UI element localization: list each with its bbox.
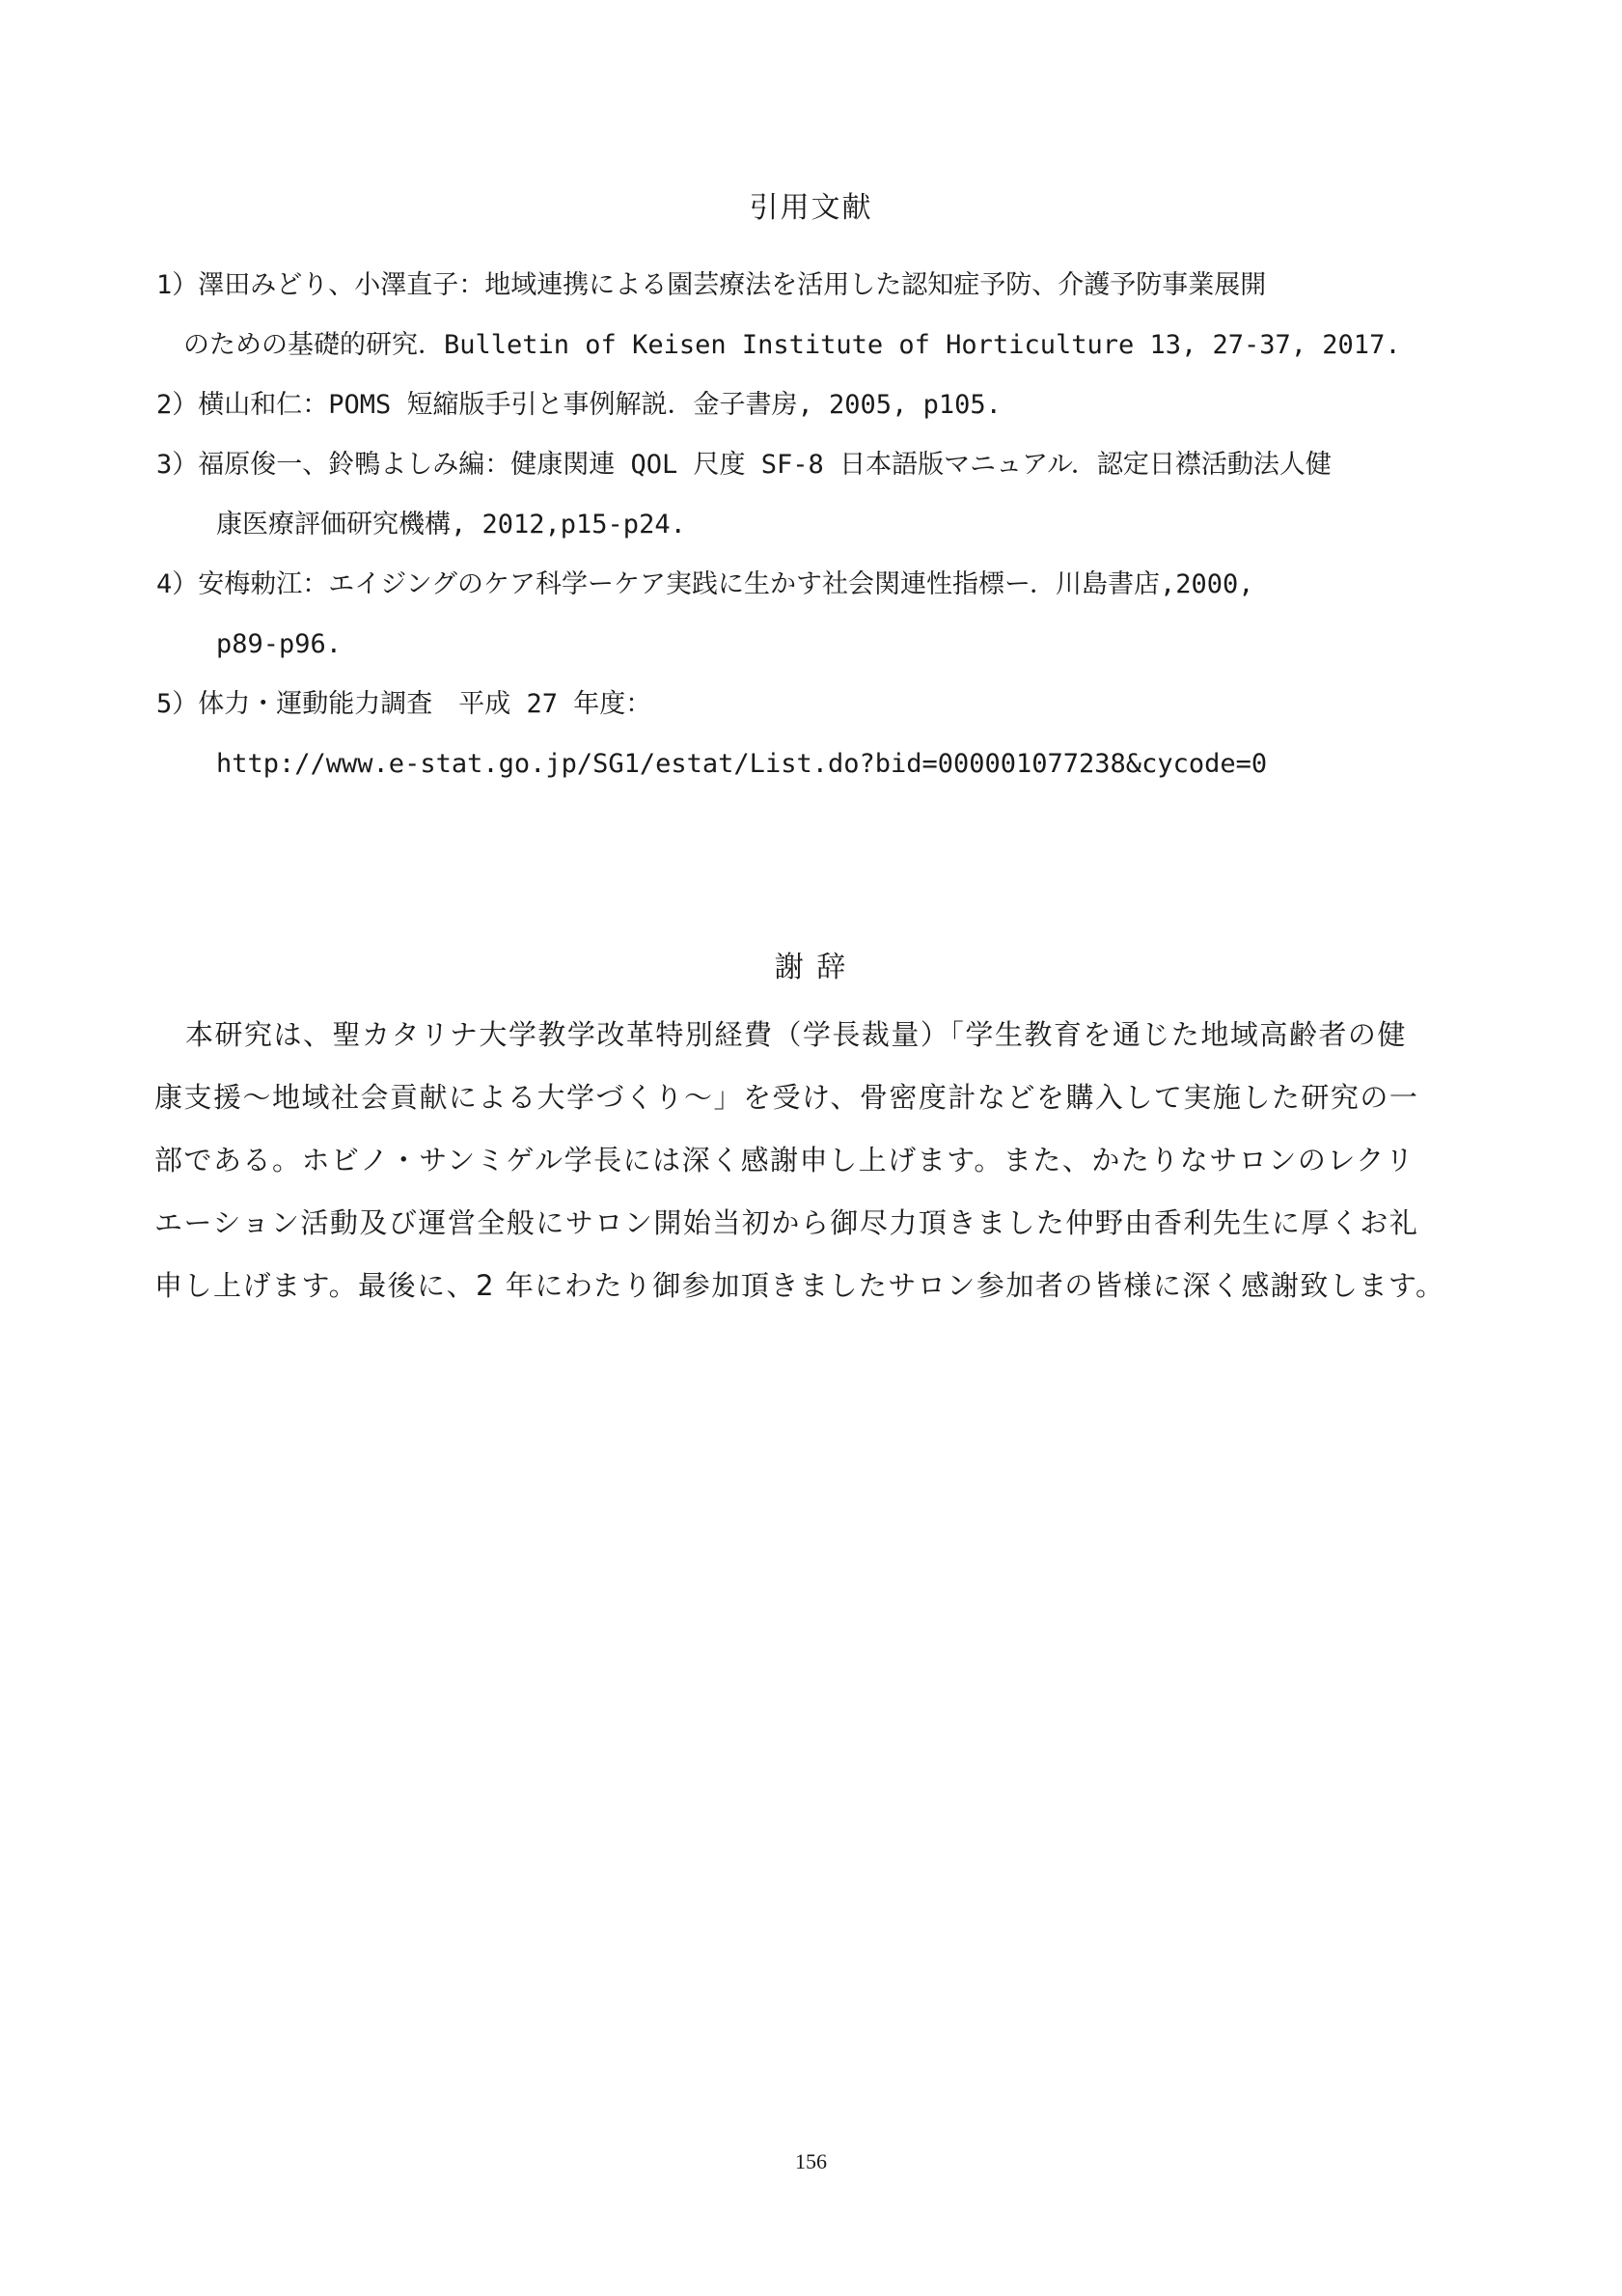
acknowledgment-line-1: 本研究は、聖カタリナ大学教学改革特別経費（学長裁量）「学生教育を通じた地域高齢者の健 — [185, 1018, 1407, 1051]
reference-item-1-line-2: のための基礎的研究．Bulletin of Keisen Institute of Horticulture 13, 27-37, 2017. — [183, 330, 1401, 360]
page-number: 156 — [795, 2149, 827, 2173]
reference-item-3-line-2: 康医療評価研究機構, 2012,p15-p24. — [216, 510, 686, 539]
acknowledgment-line-4: エーション活動及び運営全般にサロン開始当初から御尽力頂きました仲野由香利先生に厚くお礼 — [154, 1206, 1419, 1239]
acknowledgment-line-3: 部である。ホビノ・サンミゲル学長には深く感謝申し上げます。また、かたりなサロンのレクリ — [154, 1144, 1416, 1176]
acknowledgment-line-5: 申し上げます。最後に、2 年にわたり御参加頂きましたサロン参加者の皆様に深く感謝致します。 — [154, 1269, 1445, 1302]
acknowledgment-line-2: 康支援～地域社会貢献による大学づくり～」を受け、骨密度計などを購入して実施した研究の一 — [154, 1081, 1419, 1114]
reference-item-5-url: http://www.e-stat.go.jp/SG1/estat/List.do?bid=000001077238&cycode=0 — [216, 749, 1268, 779]
acknowledgment-heading: 謝 辞 — [774, 951, 848, 984]
references-heading: 引用文献 — [749, 191, 873, 225]
reference-item-4-line-1: 4）安梅勅江：エイジングのケア科学ーケア実践に生かす社会関連性指標ー．川島書店,2000, — [156, 569, 1254, 599]
reference-item-5-line-1: 5）体力・運動能力調査 平成 27 年度： — [156, 689, 652, 719]
reference-item-4-line-2: p89-p96. — [216, 629, 343, 659]
reference-item-2-line-1: 2）横山和仁：POMS 短縮版手引と事例解説．金子書房, 2005, p105. — [156, 390, 1002, 420]
reference-item-1-line-1: 1）澤田みどり、小澤直子：地域連携による園芸療法を活用した認知症予防、介護予防事業展開 — [156, 270, 1267, 300]
reference-item-3-line-1: 3）福原俊一、鈴鴨よしみ編：健康関連 QOL 尺度 SF-8 日本語版マニュアル．認定日襟活動法人健 — [156, 450, 1332, 480]
